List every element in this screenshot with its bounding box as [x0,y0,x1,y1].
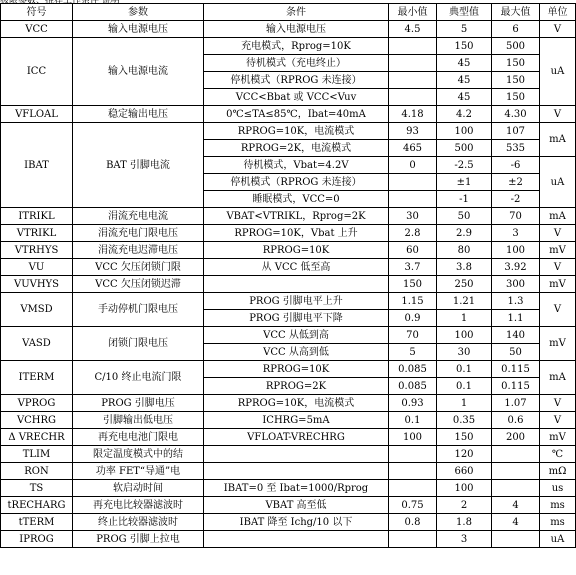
parameter-cell: 输入电源电压 [73,21,204,38]
table-row [1,412,576,429]
condition-cell: RPROG=10K [204,361,389,378]
typ-cell: 2 [437,497,492,514]
max-cell: 3.92 [492,259,540,276]
condition-cell: RPROG=10K，电流模式 [204,395,389,412]
symbol-cell: ICC [1,38,73,106]
unit-cell: mV [540,242,576,259]
typ-cell: 150 [437,38,492,55]
min-cell: 3.7 [389,259,437,276]
parameter-cell: 涓流充电迟滞电压 [73,242,204,259]
unit-cell: V [540,293,576,327]
unit-cell: mV [540,276,576,293]
condition-cell: PROG 引脚电平下降 [204,310,389,327]
parameter-cell: C/10 终止电流门限 [73,361,204,395]
table-row [1,531,576,548]
max-cell [492,531,540,548]
unit-cell: mV [540,429,576,446]
min-cell: 0.085 [389,361,437,378]
parameter-cell: 稳定输出电压 [73,106,204,123]
symbol-cell: TS [1,480,73,497]
table-row [1,106,576,123]
max-cell: 0.6 [492,412,540,429]
typ-cell: 5 [437,21,492,38]
electrical-characteristics-table [0,3,576,548]
unit-cell: ms [540,497,576,514]
max-cell: -6 [492,157,540,174]
table-row [1,497,576,514]
max-cell: 4 [492,497,540,514]
typ-cell: 45 [437,89,492,106]
symbol-cell: VASD [1,327,73,361]
table-row [1,21,576,38]
typ-cell: ±1 [437,174,492,191]
condition-cell: 从 VCC 低至高 [204,259,389,276]
min-cell [389,38,437,55]
condition-cell: 充电模式，Rprog=10K [204,38,389,55]
unit-cell: us [540,480,576,497]
table-row [1,225,576,242]
condition-cell: 待机模式（充电终止） [204,55,389,72]
typ-cell: 120 [437,446,492,463]
condition-cell: IBAT 降至 Ichg/10 以下 [204,514,389,531]
max-cell: 50 [492,344,540,361]
unit-cell: V [540,106,576,123]
typ-cell: 45 [437,72,492,89]
max-cell: 0.115 [492,361,540,378]
unit-cell: V [540,225,576,242]
header-row [1,4,576,21]
max-cell: 70 [492,208,540,225]
condition-cell: 待机模式，Vbat=4.2V [204,157,389,174]
parameter-cell: VCC 欠压闭锁门限 [73,259,204,276]
max-cell: 200 [492,429,540,446]
header-symbol: 符号 [1,4,73,21]
max-cell: 150 [492,55,540,72]
condition-cell [204,463,389,480]
symbol-cell: IBAT [1,123,73,208]
symbol-cell: tRECHARG [1,497,73,514]
unit-cell: ms [540,514,576,531]
typ-cell: 1.21 [437,293,492,310]
header-parameter: 参数 [73,4,204,21]
max-cell: 4.30 [492,106,540,123]
min-cell: 93 [389,123,437,140]
table-row [1,242,576,259]
max-cell: 0.115 [492,378,540,395]
table-row [1,38,576,55]
min-cell: 465 [389,140,437,157]
symbol-cell: VCC [1,21,73,38]
symbol-cell: ITERM [1,361,73,395]
symbol-cell: VPROG [1,395,73,412]
parameter-cell: 涓流充电电流 [73,208,204,225]
typ-cell: 50 [437,208,492,225]
max-cell: 535 [492,140,540,157]
typ-cell: 100 [437,123,492,140]
table-row [1,463,576,480]
typ-cell: 3.8 [437,259,492,276]
condition-cell: 睡眠模式，VCC=0 [204,191,389,208]
max-cell: 1.1 [492,310,540,327]
table-row [1,208,576,225]
condition-cell: VBAT 高至低 [204,497,389,514]
max-cell [492,463,540,480]
max-cell: 4 [492,514,540,531]
parameter-cell: 限定温度模式中的结 [73,446,204,463]
table-row [1,293,576,310]
header-condition: 条件 [204,4,389,21]
unit-cell: mΩ [540,463,576,480]
min-cell [389,55,437,72]
table-row [1,480,576,497]
max-cell: 300 [492,276,540,293]
symbol-cell: VUVHYS [1,276,73,293]
typ-cell: 100 [437,327,492,344]
max-cell: 3 [492,225,540,242]
header-min: 最小值 [389,4,437,21]
typ-cell: 3 [437,531,492,548]
header-typ: 典型值 [437,4,492,21]
max-cell: 140 [492,327,540,344]
symbol-cell: Δ VRECHR [1,429,73,446]
parameter-cell: 终止比较器滤波时 [73,514,204,531]
min-cell: 0.9 [389,310,437,327]
unit-cell: ℃ [540,446,576,463]
condition-cell: 输入电源电压 [204,21,389,38]
typ-cell: -2.5 [437,157,492,174]
condition-cell: RPROG=10K，Vbat 上升 [204,225,389,242]
unit-cell: uA [540,38,576,106]
symbol-cell: VFLOAL [1,106,73,123]
condition-cell: VBAT<VTRIKL，Rprog=2K [204,208,389,225]
table-row [1,276,576,293]
max-cell: 6 [492,21,540,38]
unit-cell: V [540,21,576,38]
typ-cell: 1 [437,310,492,327]
table-row [1,514,576,531]
min-cell: 0.75 [389,497,437,514]
table-row [1,395,576,412]
min-cell: 150 [389,276,437,293]
min-cell [389,463,437,480]
min-cell: 60 [389,242,437,259]
symbol-cell: VTRHYS [1,242,73,259]
typ-cell: 1.8 [437,514,492,531]
table-row [1,327,576,344]
min-cell: 0 [389,157,437,174]
condition-cell: VFLOAT-VRECHRG [204,429,389,446]
table-row [1,123,576,140]
min-cell: 0.085 [389,378,437,395]
unit-cell: V [540,259,576,276]
max-cell: 1.3 [492,293,540,310]
min-cell [389,72,437,89]
typ-cell: 0.1 [437,378,492,395]
min-cell [389,446,437,463]
symbol-cell: IPROG [1,531,73,548]
header-unit: 单位 [540,4,576,21]
condition-cell: RPROG=2K [204,378,389,395]
max-cell: 500 [492,38,540,55]
typ-cell: 500 [437,140,492,157]
condition-cell: PROG 引脚电平上升 [204,293,389,310]
symbol-cell: TLIM [1,446,73,463]
parameter-cell: VCC 欠压闭锁迟滞 [73,276,204,293]
parameter-cell: 再充电比较器滤波时 [73,497,204,514]
typ-cell: 80 [437,242,492,259]
unit-cell: uA [540,531,576,548]
min-cell: 0.1 [389,412,437,429]
max-cell [492,480,540,497]
typ-cell: 30 [437,344,492,361]
header-max: 最大值 [492,4,540,21]
unit-cell: mV [540,327,576,361]
symbol-cell: RON [1,463,73,480]
symbol-cell: VU [1,259,73,276]
min-cell: 30 [389,208,437,225]
condition-cell: 停机模式（RPROG 未连接） [204,72,389,89]
unit-cell: mA [540,123,576,157]
parameter-cell: 软启动时间 [73,480,204,497]
min-cell: 1.15 [389,293,437,310]
parameter-cell: 手动停机门限电压 [73,293,204,327]
min-cell [389,89,437,106]
parameter-cell: 功率 FET“导通”电 [73,463,204,480]
unit-cell: V [540,412,576,429]
unit-cell: uA [540,157,576,208]
parameter-cell: 闭锁门限电压 [73,327,204,361]
min-cell: 0.8 [389,514,437,531]
condition-cell [204,446,389,463]
condition-cell [204,531,389,548]
max-cell: 107 [492,123,540,140]
parameter-cell: PROG 引脚上拉电 [73,531,204,548]
min-cell [389,480,437,497]
condition-cell: IBAT=0 至 Ibat=1000/Rprog [204,480,389,497]
min-cell: 0.93 [389,395,437,412]
typ-cell: 250 [437,276,492,293]
max-cell: 100 [492,242,540,259]
symbol-cell: VCHRG [1,412,73,429]
condition-cell: RPROG=2K，电流模式 [204,140,389,157]
min-cell [389,531,437,548]
symbol-cell: VTRIKL [1,225,73,242]
unit-cell: mA [540,361,576,395]
condition-cell: 0℃≤TA≤85℃，Ibat=40mA [204,106,389,123]
condition-cell: RPROG=10K [204,242,389,259]
parameter-cell: BAT 引脚电流 [73,123,204,208]
condition-cell: VCC<Bbat 或 VCC<Vuv [204,89,389,106]
symbol-cell: VMSD [1,293,73,327]
min-cell [389,191,437,208]
max-cell: 150 [492,72,540,89]
typ-cell: 0.35 [437,412,492,429]
min-cell: 100 [389,429,437,446]
max-cell: 150 [492,89,540,106]
typ-cell: 4.2 [437,106,492,123]
table-row [1,259,576,276]
min-cell: 5 [389,344,437,361]
symbol-cell: tTERM [1,514,73,531]
min-cell: 70 [389,327,437,344]
table-row [1,361,576,378]
min-cell [389,174,437,191]
condition-cell: VCC 从低到高 [204,327,389,344]
max-cell [492,446,540,463]
typ-cell: 150 [437,429,492,446]
parameter-cell: 涓流充电门限电压 [73,225,204,242]
unit-cell: V [540,395,576,412]
typ-cell: 100 [437,480,492,497]
unit-cell: mA [540,208,576,225]
typ-cell: 45 [437,55,492,72]
max-cell: ±2 [492,174,540,191]
condition-cell: ICHRG=5mA [204,412,389,429]
max-cell: 1.07 [492,395,540,412]
parameter-cell: PROG 引脚电压 [73,395,204,412]
symbol-cell: ITRIKL [1,208,73,225]
parameter-cell: 再充电电池门限电 [73,429,204,446]
condition-cell: 停机模式（RPROG 未连接） [204,174,389,191]
condition-cell: RPROG=10K，电流模式 [204,123,389,140]
typ-cell: 1 [437,395,492,412]
typ-cell: 660 [437,463,492,480]
parameter-cell: 输入电源电流 [73,38,204,106]
table-row [1,446,576,463]
min-cell: 2.8 [389,225,437,242]
condition-cell [204,276,389,293]
parameter-cell: 引脚输出低电压 [73,412,204,429]
condition-cell: VCC 从高到低 [204,344,389,361]
table-row [1,429,576,446]
max-cell: -2 [492,191,540,208]
typ-cell: 0.1 [437,361,492,378]
min-cell: 4.5 [389,21,437,38]
min-cell: 4.18 [389,106,437,123]
typ-cell: 2.9 [437,225,492,242]
typ-cell: -1 [437,191,492,208]
